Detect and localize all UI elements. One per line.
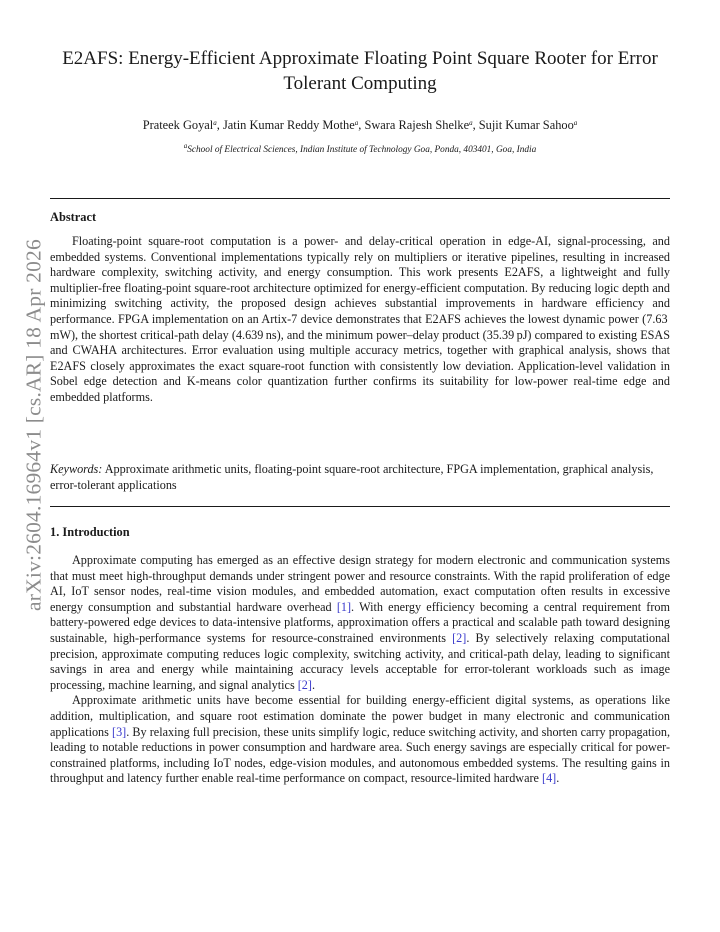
author-list: Prateek Goyal$^a$, Jatin Kumar Reddy Mothe$^a$, Swara Rajesh Shelke$^a$, Sujit Kumar Sahoo$^a$: [142, 118, 578, 132]
introduction-paragraph-2: [50, 693, 670, 787]
paragraph-text: .: [556, 771, 560, 786]
author-name: Sujit Kumar Sahoo: [478, 118, 574, 132]
keywords-text: Approximate arithmetic units, floating-point square-root architecture, FPGA implementation, graphical analysis, error-tolerant applications: [50, 462, 654, 492]
affiliation-mark: a: [183, 142, 188, 150]
paragraph-text: . With energy efficiency becoming a central requirement from battery-powered edge devices to data-intensive platforms, approximation offers a practical and scalable path toward designing sustainable, high-performance systems for resource-constrained environments: [50, 599, 670, 645]
abstract-heading: Abstract: [50, 210, 97, 224]
abstract-body: [50, 234, 670, 406]
paragraph-text: .: [311, 677, 316, 692]
citation-link[interactable]: [1]: [336, 599, 352, 614]
citation-link[interactable]: [2]: [452, 630, 467, 645]
paper-title: E2AFS: Energy-Efficient Approximate Floating Point Square Rooter for Error Tolerant Computing: [62, 48, 658, 94]
citation-link[interactable]: [2]: [297, 677, 312, 692]
keywords-label: Keywords:: [50, 462, 103, 476]
abstract-paragraph: Floating-point square-root computation is a power- and delay-critical operation in edge-AI, signal-processing, and embedded systems. Conventional implementations typically rely on multipliers or iterative pipelines, resulting in increased hardware complexity, switching activity, and energy consumption. This work presents E2AFS, a lightweight and fully multiplier-free floating-point square-root architecture optimized for energy-efficient computation. By reducing logic depth and minimizing switching activity, the proposed design achieves substantial improvements in hardware efficiency and performance. FPGA implementation on an Artix-7 device demonstrates that E2AFS achieves the lowest dynamic power (7.63 mW), the shortest critical-path delay (4.639 ns), and the minimum power–delay product (35.39 pJ) compared to existing ESAS and CWAHA architectures. Error evaluation using multiple accuracy metrics, together with graphical analysis, shows that E2AFS closely approximates the exact square-root function with consistently low deviation. Application-level validation in Sobel edge detection and K-means color quantization further confirms its suitability for low-power real-time edge and embedded platforms.: [50, 234, 670, 404]
abstract-top-rule: [50, 198, 670, 199]
affiliation-mark: a: [573, 119, 578, 127]
affiliation-text: School of Electrical Sciences, Indian Institute of Technology Goa, Ponda, 403401, Goa, India: [187, 145, 537, 155]
affiliation: [50, 144, 670, 157]
citation-link[interactable]: [3]: [112, 724, 127, 739]
paragraph-text: Approximate arithmetic units have become essential for building energy-efficient digital systems, as operations like addition, multiplication, and square root estimation dominate the power budget in many electronic and communication applications: [50, 693, 670, 739]
introduction-body: [50, 553, 670, 787]
author-name: Prateek Goyal: [142, 118, 214, 132]
affiliation-mark: a: [213, 119, 217, 127]
paragraph-text: Approximate computing has emerged as an effective design strategy for modern electronic and communication systems that must meet high-throughput demands under stringent power and resource constraints. With the rapid proliferation of edge AI, IoT sensor nodes, real-time vision modules, and embedded automation, exact computation often results in excessive energy consumption and substantial hardware overhead: [50, 553, 670, 614]
paragraph-text: . By selectively relaxing computational precision, approximate computing reduces logic complexity, switching activity, and critical-path delay, leading to significant savings in area and energy while maintaining accuracy levels acceptable for error-tolerant workloads such as image processing, machine learning, and signal analytics: [50, 630, 670, 692]
citation-link[interactable]: [4]: [542, 771, 557, 786]
introduction-heading: 1. Introduction: [50, 525, 130, 539]
affiliation-mark: a: [469, 119, 473, 127]
paragraph-text: . By relaxing full precision, these units simplify logic, reduce switching activity, and shorten carry propagation, leading to notable reductions in power consumption and hardware area. Such energy savings are especially critical for power-constrained platforms, including IoT nodes, edge-vision modules, and autonomous embedded systems. The resulting gains in throughput and latency further enable real-time performance on compact, resource-limited hardware: [50, 724, 671, 786]
keywords: [50, 462, 670, 493]
affiliation-mark: a: [354, 119, 359, 127]
arxiv-identifier: arXiv:2604.16964v1 [cs.AR] 18 Apr 2026: [21, 239, 46, 611]
introduction-paragraph-1: [50, 553, 670, 693]
author-name: Jatin Kumar Reddy Mothe: [222, 118, 355, 132]
abstract-bottom-rule: [50, 506, 670, 507]
author-name: Swara Rajesh Shelke: [364, 118, 470, 132]
